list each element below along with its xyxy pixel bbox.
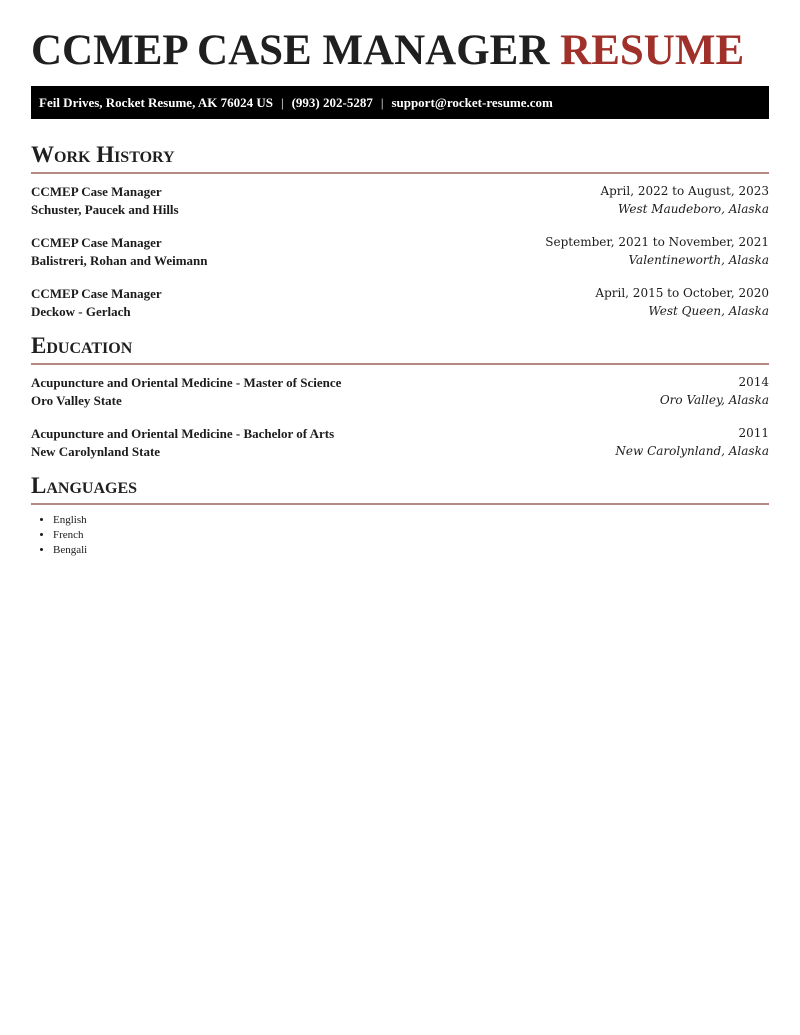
job-location: West Maudeboro, Alaska bbox=[618, 202, 769, 216]
language-item: • English bbox=[53, 513, 769, 528]
job-dates: April, 2022 to August, 2023 bbox=[600, 184, 769, 198]
page-title bbox=[31, 26, 744, 76]
contact-email: support@rocket-resume.com bbox=[391, 94, 553, 110]
job-dates: September, 2021 to November, 2021 bbox=[545, 235, 769, 249]
title-main: CCMEP CASE MANAGER bbox=[31, 27, 550, 74]
contact-bar bbox=[31, 86, 769, 119]
separator: | bbox=[380, 94, 384, 110]
section-title-education: Education bbox=[31, 333, 133, 358]
graduation-year: 2011 bbox=[738, 426, 769, 440]
section-title-languages: Languages bbox=[31, 473, 138, 498]
work-entry bbox=[31, 183, 769, 217]
work-history-section bbox=[31, 142, 769, 319]
school-location: New Carolynland, Alaska bbox=[615, 444, 769, 458]
section-title-work-history: Work History bbox=[31, 142, 175, 167]
language-item: • French bbox=[53, 528, 769, 543]
school-location: Oro Valley, Alaska bbox=[659, 393, 769, 407]
languages-list bbox=[31, 513, 769, 558]
education-entry bbox=[31, 374, 769, 408]
title-accent: RESUME bbox=[560, 27, 745, 74]
separator: | bbox=[280, 94, 284, 110]
education-entry bbox=[31, 425, 769, 459]
contact-phone: (993) 202-5287 bbox=[291, 94, 373, 110]
job-title: CCMEP Case Manager bbox=[31, 286, 162, 301]
degree-name: Acupuncture and Oriental Medicine - Master of Science bbox=[31, 375, 342, 390]
company-name: Deckow - Gerlach bbox=[31, 304, 131, 319]
graduation-year: 2014 bbox=[738, 375, 769, 389]
work-entry bbox=[31, 234, 769, 268]
degree-name: Acupuncture and Oriental Medicine - Bachelor of Arts bbox=[31, 426, 335, 441]
school-name: New Carolynland State bbox=[31, 444, 161, 459]
work-entry bbox=[31, 285, 769, 319]
company-name: Schuster, Paucek and Hills bbox=[31, 202, 179, 217]
job-title: CCMEP Case Manager bbox=[31, 184, 162, 199]
job-location: West Queen, Alaska bbox=[648, 304, 769, 318]
school-name: Oro Valley State bbox=[31, 393, 122, 408]
section-divider bbox=[31, 503, 769, 505]
job-location: Valentineworth, Alaska bbox=[628, 253, 769, 267]
contact-address: Feil Drives, Rocket Resume, AK 76024 US bbox=[39, 94, 273, 110]
job-dates: April, 2015 to October, 2020 bbox=[595, 286, 769, 300]
job-title: CCMEP Case Manager bbox=[31, 235, 162, 250]
language-item: • Bengali bbox=[53, 543, 769, 558]
education-section bbox=[31, 333, 769, 459]
languages-section bbox=[31, 473, 769, 558]
company-name: Balistreri, Rohan and Weimann bbox=[31, 253, 208, 268]
